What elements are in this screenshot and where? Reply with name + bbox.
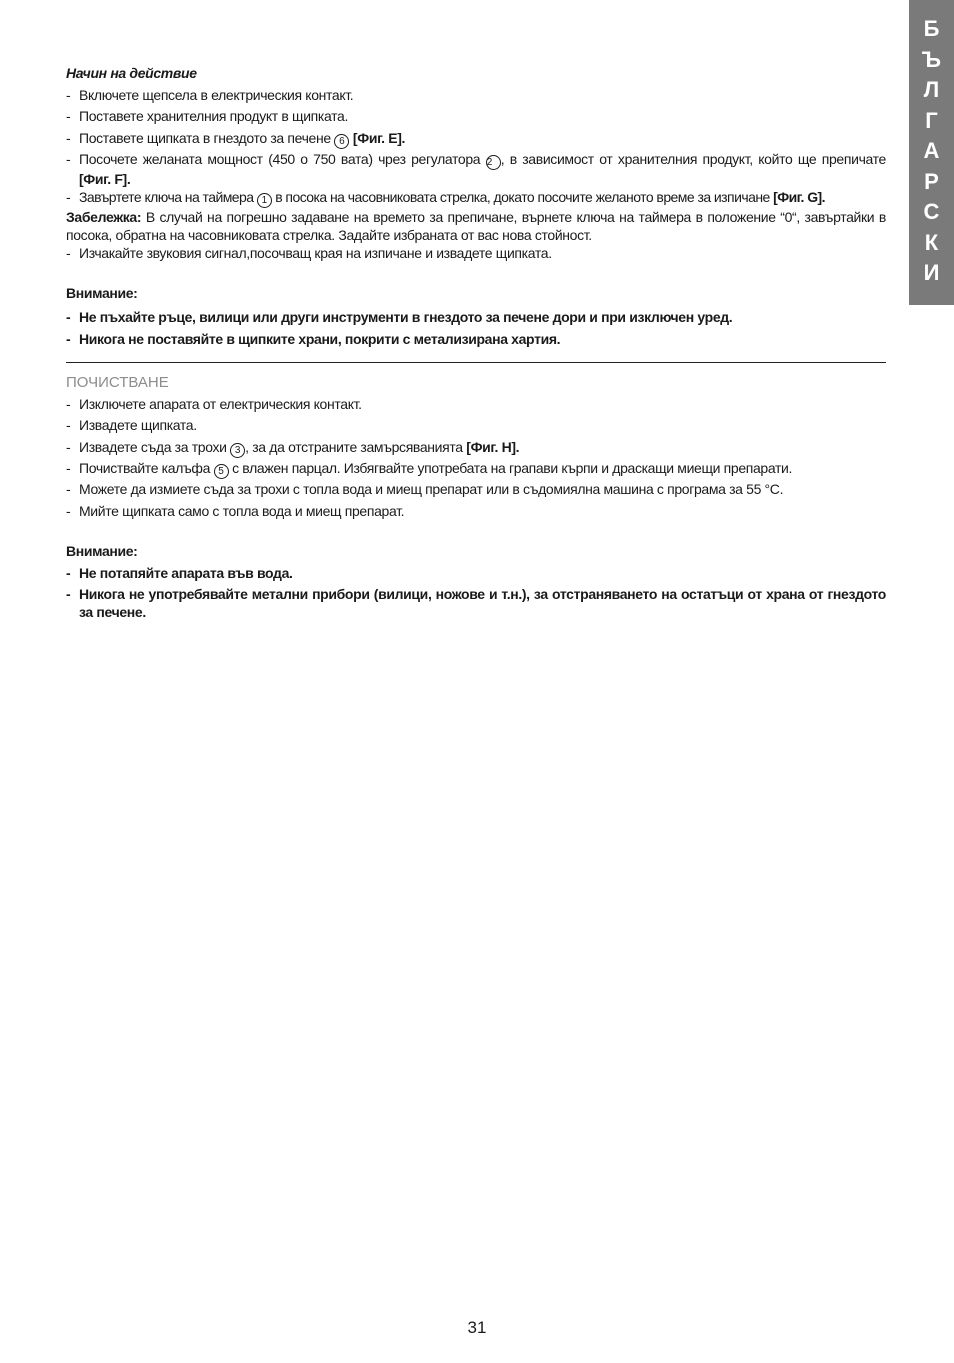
step-text-part: Почиствайте калъфа	[79, 460, 214, 477]
list-marker: -	[66, 564, 71, 581]
list-marker: -	[66, 481, 71, 498]
cleaning-section-title: ПОЧИСТВАНЕ	[66, 374, 169, 392]
side-tab-letter: С	[923, 199, 940, 224]
step-text-part: в посока на часовниковата стрелка, докато посочите желаното време за изпичане	[271, 188, 774, 205]
note-text: В случай на погрешно задаване на времето за препичане, върнете ключа на таймера в положение “0“, завъртайки в посока, обратна на часовниковата стрелка. Задайте избраната от вас нова стойност.	[66, 208, 886, 243]
list-marker: -	[66, 150, 71, 167]
part-number-badge: 5	[214, 464, 229, 479]
operation-step	[66, 188, 886, 208]
note-label: Забележка:	[66, 208, 142, 225]
warning-item	[66, 564, 886, 586]
language-side-tab	[909, 0, 954, 305]
cleaning-step	[66, 395, 886, 416]
list-marker: -	[66, 502, 71, 519]
step-text-part: , в зависимост от хранителния продукт, който ще препичате	[500, 150, 886, 167]
operation-step	[66, 244, 886, 265]
figure-reference: [Фиг. E].	[352, 129, 406, 146]
operation-step-text: Включете щепсела в електрическия контакт.	[79, 87, 354, 103]
cleaning-step-text: Извадете щипката.	[79, 417, 197, 434]
step-text-part: с влажен парцал. Избягвайте употребата на грапави кърпи и драскащи миещи препарати.	[228, 460, 793, 477]
part-number-badge: 3	[230, 443, 245, 458]
part-number-badge: 1	[257, 193, 272, 208]
list-marker: -	[66, 244, 71, 261]
side-tab-letter: Б	[923, 16, 940, 41]
cleaning-step	[66, 459, 886, 480]
step-text-part: , за да отстраните замърсяванията	[245, 438, 467, 455]
list-marker: -	[66, 309, 71, 326]
figure-reference: [Фиг. G].	[773, 188, 825, 205]
warning-heading: Внимание:	[66, 285, 138, 302]
note-paragraph	[66, 208, 886, 244]
cleaning-step-text: Мийте щипката само с топла вода и миещ препарат.	[79, 502, 405, 519]
cleaning-step-text: Можете да измиете съда за трохи с топла вода и миещ препарат или в съдомиялна машина с програма за 55 °C.	[79, 481, 784, 498]
side-tab-letter: А	[923, 138, 940, 163]
cleaning-step	[66, 438, 886, 459]
warning-item-text: Не потапяйте апарата във вода.	[79, 564, 293, 581]
warning-item-text: Никога не поставяйте в щипките храни, покрити с метализирана хартия.	[79, 330, 561, 347]
cleaning-step-text	[79, 459, 886, 480]
step-text-part: Завъртете ключа на таймера	[79, 188, 257, 205]
warning-item-text: Никога не употребявайте метални прибори (вилици, ножове и т.н.), за отстраняването на остатъци от храна от гнездото за печене.	[79, 586, 886, 621]
cleaning-step	[66, 416, 886, 437]
list-marker: -	[66, 396, 71, 413]
side-tab-letter: И	[923, 260, 940, 285]
operation-step-text	[79, 129, 886, 150]
operation-step-text: Изчакайте звуковия сигнал,посочващ края на изпичане и извадете щипката.	[79, 244, 552, 261]
part-number-badge: 6	[334, 134, 349, 149]
step-text-part: Извадете съда за трохи	[79, 438, 231, 455]
step-text-part: Посочете желаната мощност (450 о 750 вата) чрез регулатора	[79, 150, 486, 167]
operation-step	[66, 86, 886, 107]
side-tab-letter: Р	[924, 168, 939, 194]
list-marker: -	[66, 129, 71, 146]
figure-reference: [Фиг. H].	[466, 438, 520, 455]
side-tab-letter: Г	[925, 107, 938, 133]
list-marker: -	[66, 87, 71, 103]
list-marker: -	[66, 586, 71, 603]
list-marker: -	[66, 438, 71, 455]
operation-heading: Начин на действие	[66, 65, 197, 81]
figure-reference: [Фиг. F].	[79, 170, 131, 187]
warning-item-text: Не пъхайте ръце, вилици или други инструменти в гнездото за печене дори и при изключен уред.	[79, 309, 733, 326]
cleaning-step	[66, 480, 886, 501]
list-marker: -	[66, 460, 71, 477]
operation-step-text	[79, 150, 886, 188]
operation-step	[66, 150, 886, 188]
part-number-badge: 2	[486, 155, 501, 170]
warning-heading: Внимание:	[66, 542, 138, 559]
operation-step-text: Поставете хранителния продукт в щипката.	[79, 108, 349, 125]
list-marker: -	[66, 417, 71, 434]
list-marker: -	[66, 330, 71, 347]
operation-step	[66, 129, 886, 150]
warning-item	[66, 585, 886, 621]
list-marker: -	[66, 188, 71, 205]
cleaning-step-text: Изключете апарата от електрическия контакт.	[79, 396, 362, 413]
page-number: 31	[467, 1318, 487, 1337]
cleaning-step-text	[79, 438, 886, 459]
side-tab-letter: К	[924, 229, 939, 255]
operation-step-text	[79, 188, 886, 208]
section-divider	[66, 362, 886, 363]
warning-item	[66, 330, 886, 352]
step-text-part: Поставете щипката в гнездото за печене	[79, 129, 335, 146]
operation-step	[66, 107, 886, 128]
warning-item	[66, 308, 886, 330]
page-content	[66, 64, 886, 621]
side-tab-letter: Ъ	[921, 46, 942, 72]
side-tab-letter: Л	[923, 77, 940, 102]
cleaning-step	[66, 502, 886, 523]
list-marker: -	[66, 108, 71, 125]
